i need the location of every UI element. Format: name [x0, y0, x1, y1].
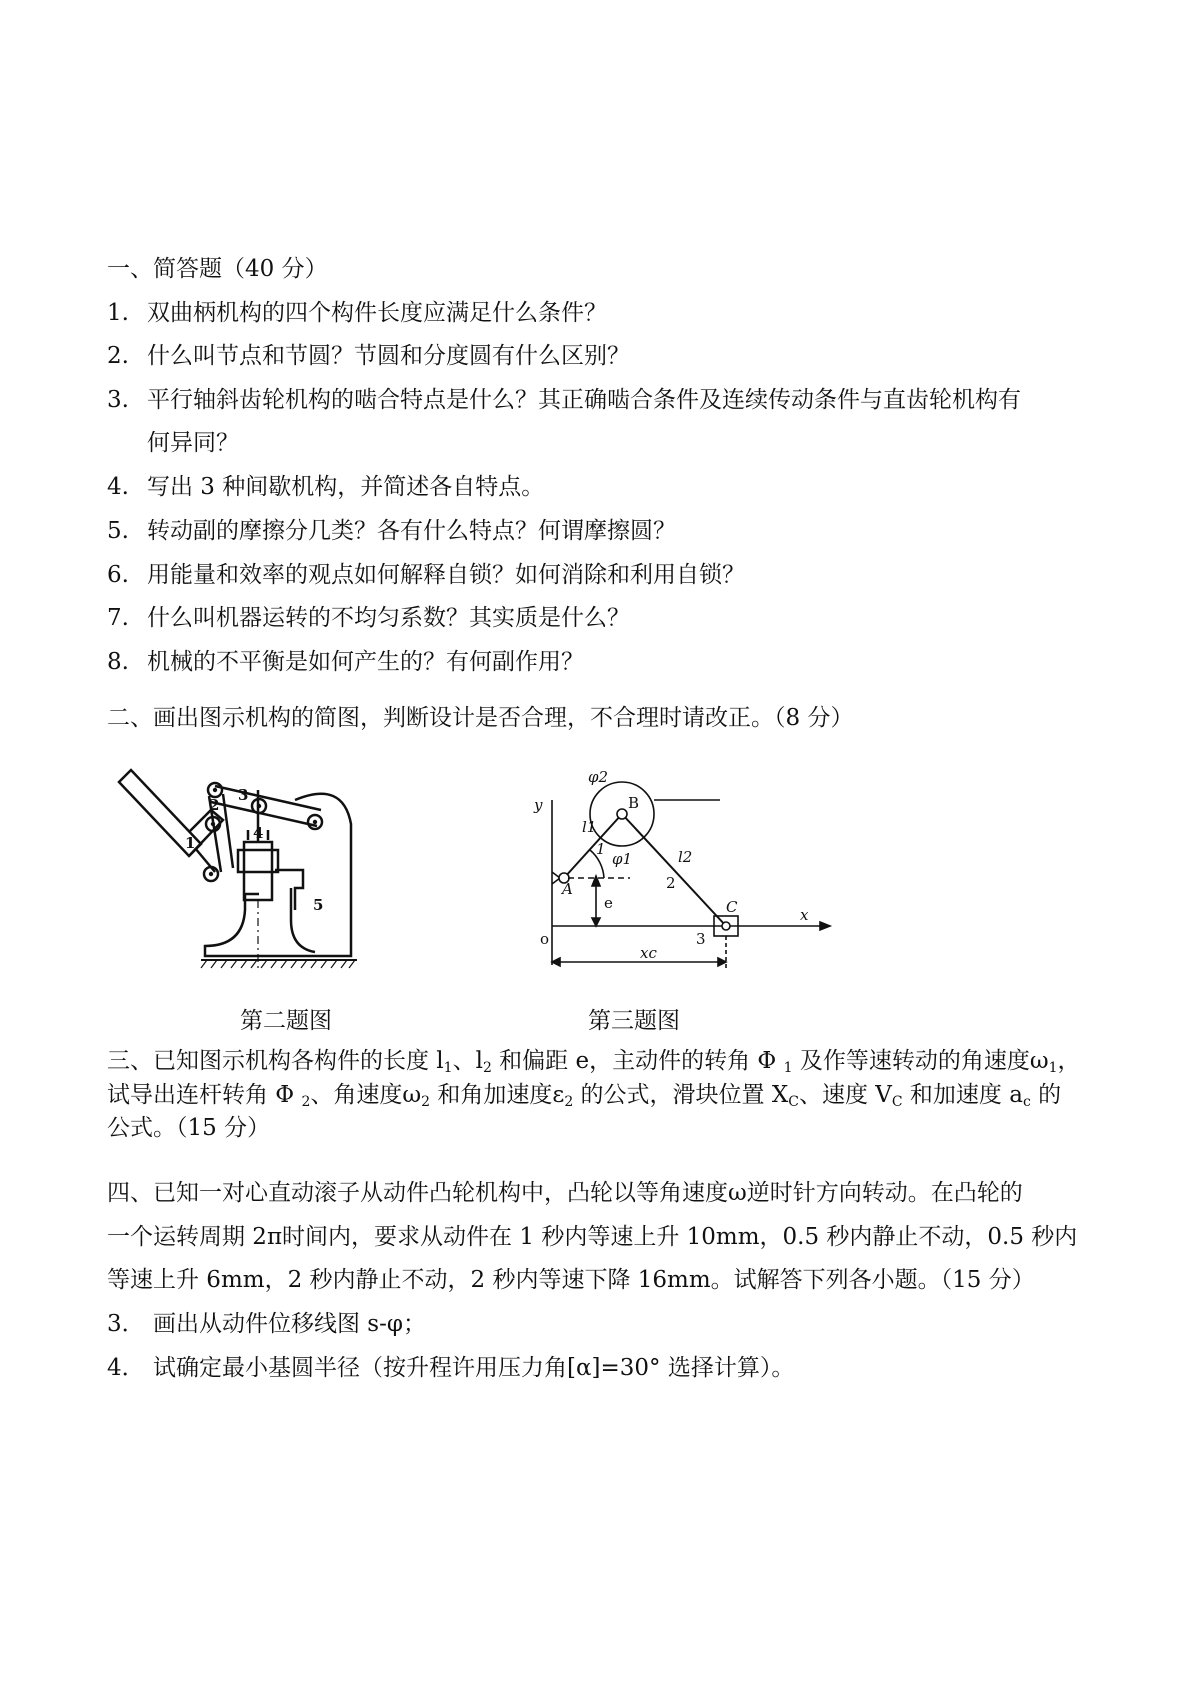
length-label: l2: [678, 848, 693, 866]
text-run: 试导出连杆转角 Φ: [107, 1082, 302, 1108]
list-item: [107, 302, 607, 325]
angle-label: φ1: [612, 850, 633, 868]
axis-label: x: [800, 906, 809, 924]
subscript: 2: [564, 1094, 574, 1110]
item-text: 双曲柄机构的四个构件长度应满足什么条件？: [147, 300, 607, 326]
point-label: C: [726, 898, 738, 916]
item-text: 画出从动件位移线图 s-φ；: [153, 1311, 426, 1337]
section3-line2: [107, 1084, 1061, 1109]
part-label: 5: [313, 896, 324, 914]
list-item: [107, 476, 544, 499]
list-item: [107, 651, 584, 674]
figure-2-caption: 第二题图: [240, 1008, 332, 1034]
item-number: 3．: [107, 1311, 145, 1337]
item-text: 机械的不平衡是如何产生的？有何副作用？: [147, 649, 584, 675]
ground-hatch: [201, 960, 355, 968]
list-item: [107, 1313, 426, 1336]
text-run: 的: [1030, 1082, 1062, 1108]
section1-heading: 一、简答题（40 分）: [107, 256, 328, 282]
item-text: 用能量和效率的观点如何解释自锁？如何消除和利用自锁？: [147, 562, 745, 588]
x-arrow: [820, 922, 830, 930]
section2-heading: 二、画出图示机构的简图，判断设计是否合理，不合理时请改正。（8 分）: [107, 705, 854, 731]
item-number: 4.: [107, 474, 129, 500]
section4-line1: 四、已知一对心直动滚子从动件凸轮机构中，凸轮以等角速度ω逆时针方向转动。在凸轮的: [107, 1180, 1023, 1206]
list-item: [107, 564, 745, 587]
item-number: 2.: [107, 343, 129, 369]
item-number: 4．: [107, 1355, 145, 1381]
axis-label: y: [534, 796, 543, 814]
text-run: 、速度 V: [798, 1082, 892, 1108]
text-run: 、角速度ω: [310, 1082, 422, 1108]
dim-label: e: [604, 894, 613, 912]
part-label: 3: [238, 786, 249, 804]
subscript: 1: [783, 1060, 793, 1076]
item-number: 1.: [107, 300, 129, 326]
link-l2: [622, 814, 726, 926]
item-text: 什么叫机器运转的不均匀系数？其实质是什么？: [147, 605, 630, 631]
point-label: B: [628, 794, 640, 812]
item-number: 6.: [107, 562, 129, 588]
item-number: 7.: [107, 605, 129, 631]
dim-label: xc: [640, 944, 657, 962]
text-run: 、l: [452, 1048, 483, 1074]
figure-3-slider-crank: [530, 770, 840, 985]
length-label: l1: [582, 818, 597, 836]
subscript: C: [788, 1094, 799, 1110]
figure-3-caption: 第三题图: [588, 1008, 680, 1034]
list-item: [107, 345, 630, 368]
subscript: c: [1022, 1094, 1031, 1110]
item-number: 8.: [107, 649, 129, 675]
subscript: C: [891, 1094, 903, 1110]
section3-line1: [107, 1050, 1081, 1075]
subscript: 1: [443, 1060, 453, 1076]
subscript: 1: [1048, 1060, 1058, 1076]
list-item: [107, 389, 1021, 412]
text-run: 和角加速度ε: [430, 1082, 565, 1108]
text-run: 三、已知图示机构各构件的长度 l: [107, 1048, 444, 1074]
text-run: 的公式，滑块位置 X: [573, 1082, 789, 1108]
part-label: 1: [596, 840, 606, 858]
part-label: 2: [666, 874, 676, 892]
section4-line3: 等速上升 6mm，2 秒内静止不动，2 秒内等速下降 16mm。试解答下列各小题。（15 分）: [107, 1267, 1035, 1293]
part-label: 2: [209, 796, 220, 814]
figure-2-mechanism: [105, 760, 365, 975]
item-text: 什么叫节点和节圆？节圆和分度圆有什么区别？: [147, 343, 630, 369]
item-text: 试确定最小基圆半径（按升程许用压力角[α]=30° 选择计算）。: [153, 1355, 795, 1381]
item-number: 3.: [107, 387, 129, 413]
text-run: 和加速度 a: [902, 1082, 1023, 1108]
part-label: 3: [696, 930, 706, 948]
item-text: 写出 3 种间歇机构，并简述各自特点。: [147, 474, 545, 500]
pin-C: [722, 922, 730, 930]
point-label: A: [562, 880, 573, 898]
origin-label: o: [540, 930, 550, 948]
item-text: 转动副的摩擦分几类？各有什么特点？何谓摩擦圆？: [147, 518, 676, 544]
angle-label: φ2: [588, 770, 609, 786]
list-item: [107, 607, 630, 630]
subscript: 2: [421, 1094, 431, 1110]
text-run: 和偏距 e，主动件的转角 Φ: [491, 1048, 784, 1074]
text-run: ，: [1057, 1048, 1081, 1074]
item-number: 5.: [107, 518, 129, 544]
section3-line3: 公式。（15 分）: [107, 1115, 271, 1141]
text-run: 及作等速转动的角速度ω: [792, 1048, 1049, 1074]
item-text-continuation: 何异同？: [147, 430, 239, 456]
part-label: 4: [253, 824, 264, 842]
subscript: 2: [301, 1094, 311, 1110]
section4-line2: 一个运转周期 2π时间内，要求从动件在 1 秒内等速上升 10mm，0.5 秒内静止不动，0.5 秒内: [107, 1224, 1078, 1250]
list-item: [107, 520, 676, 543]
part-label: 1: [185, 834, 196, 852]
list-item: [107, 1357, 794, 1380]
subscript: 2: [482, 1060, 492, 1076]
item-text: 平行轴斜齿轮机构的啮合特点是什么？其正确啮合条件及连续传动条件与直齿轮机构有: [147, 387, 1021, 413]
pin-B: [617, 809, 627, 819]
